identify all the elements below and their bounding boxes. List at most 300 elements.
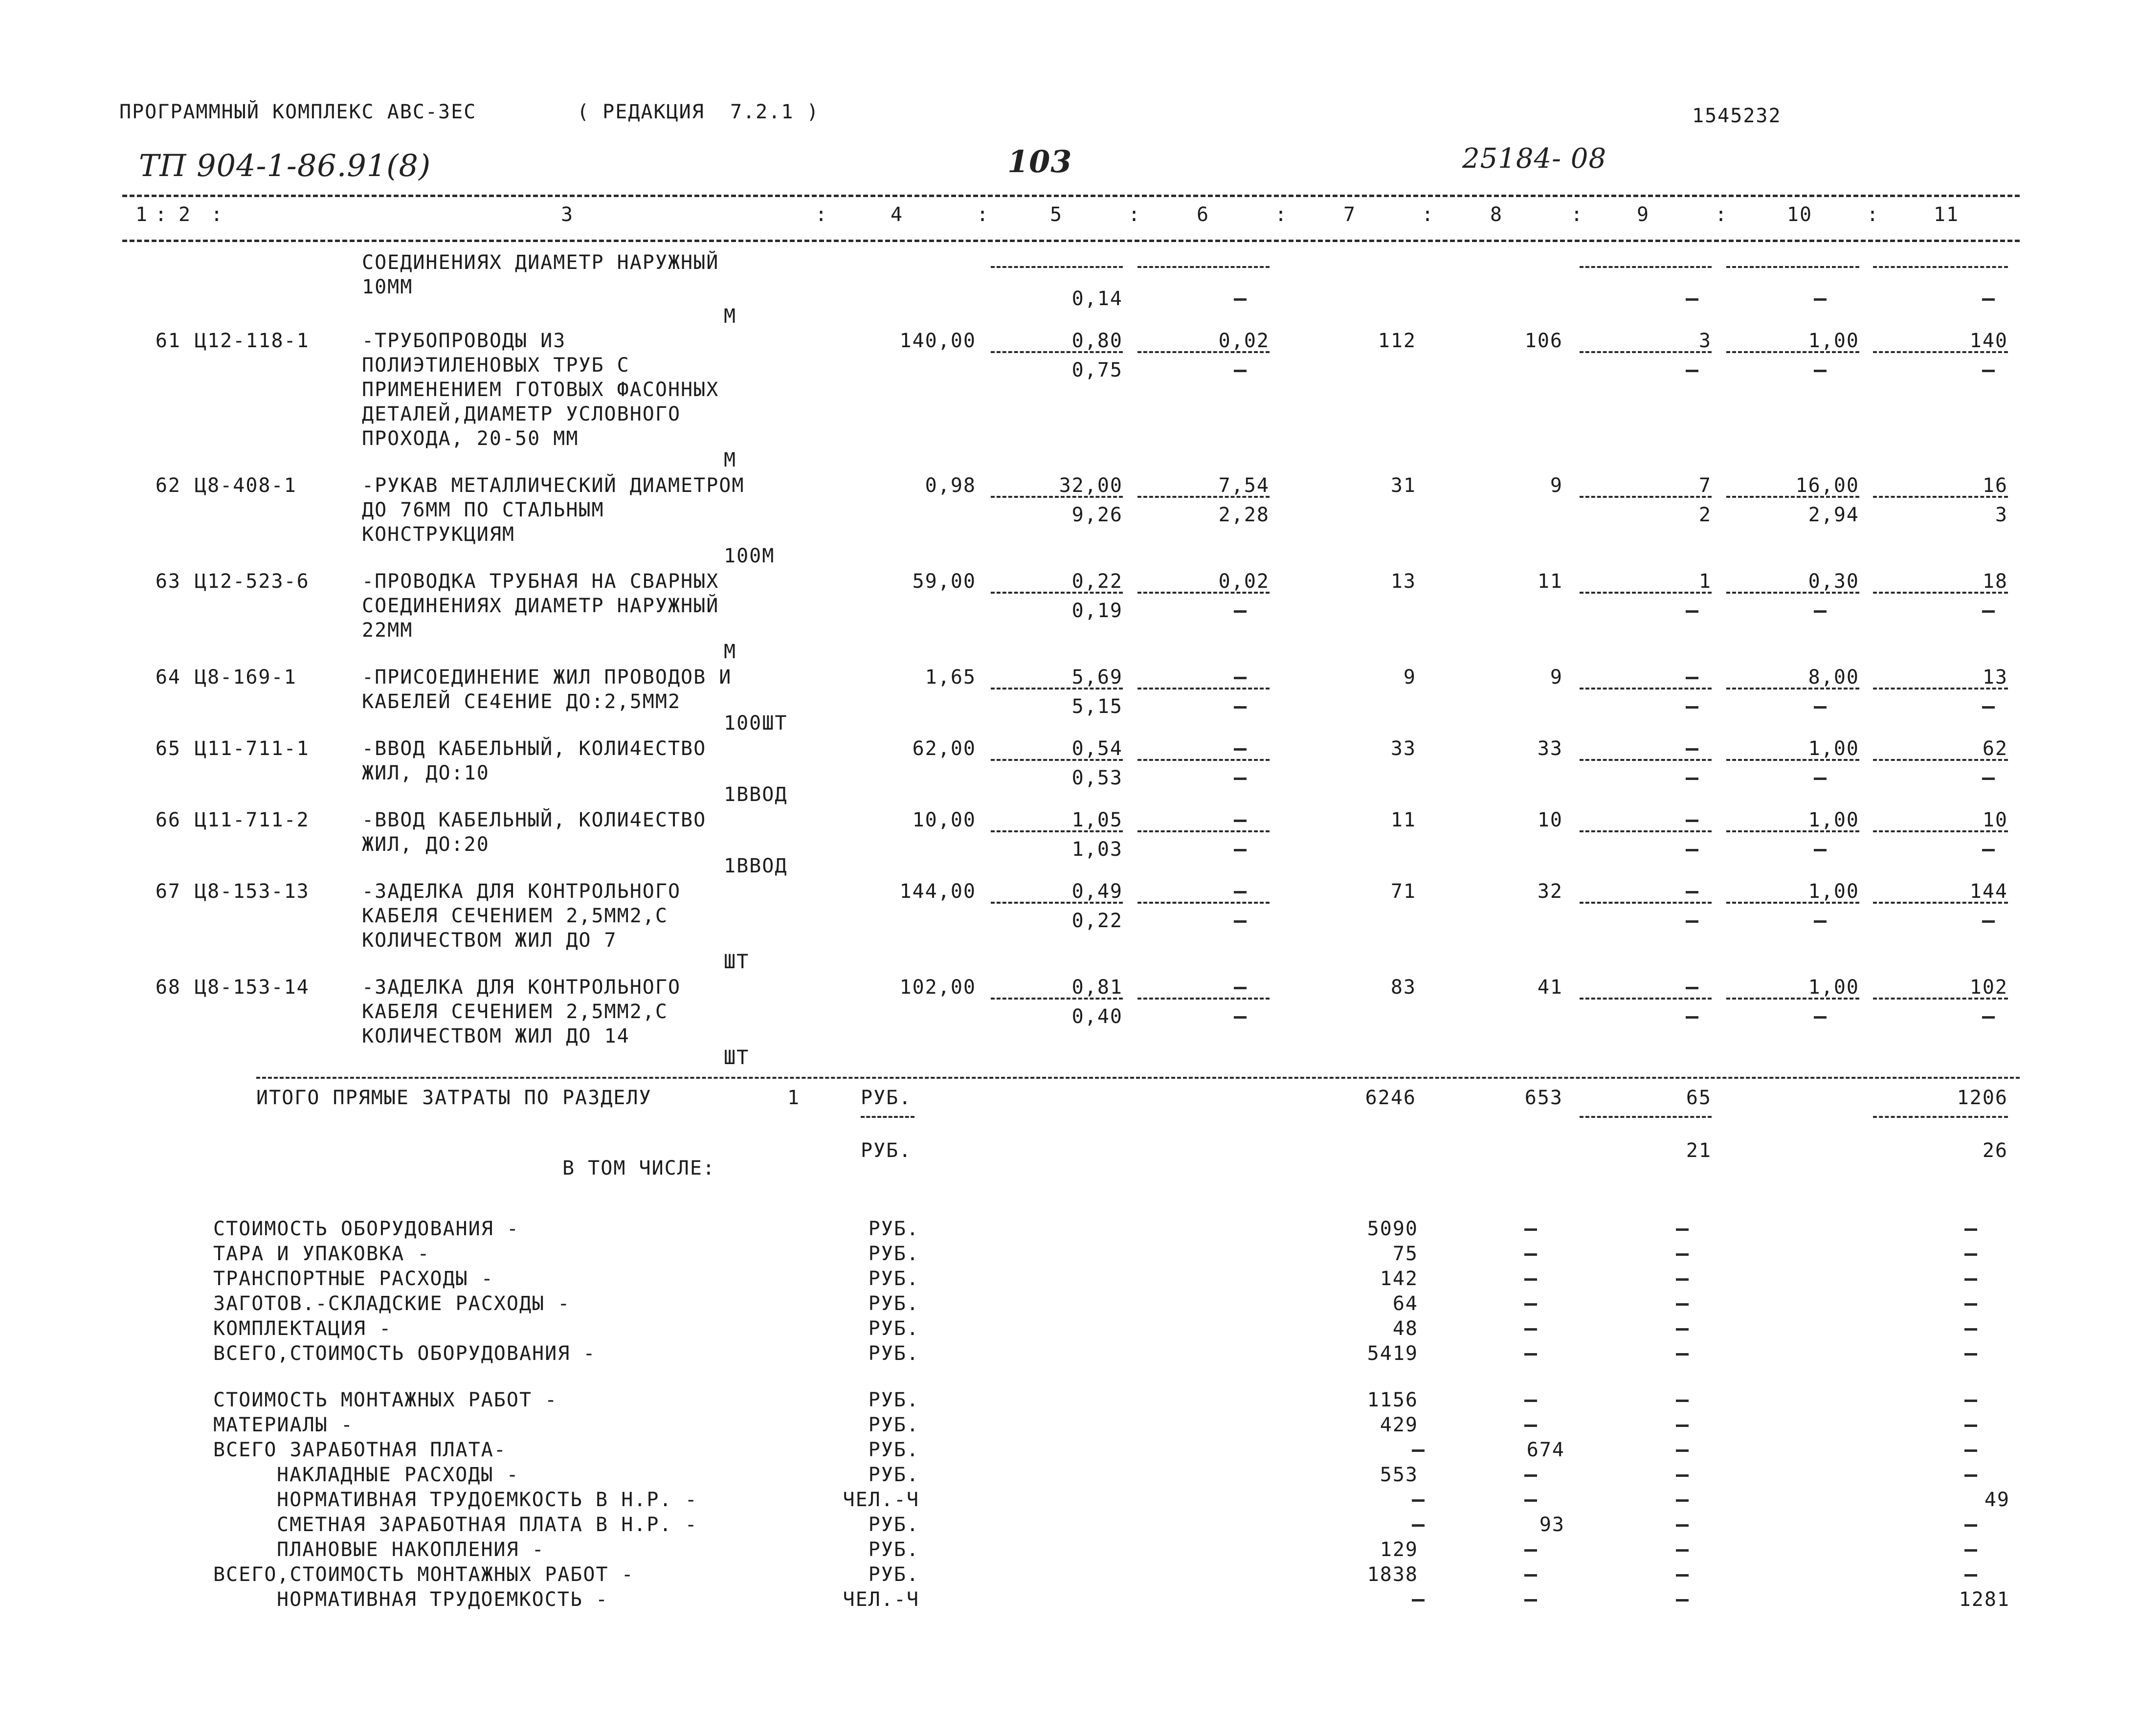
total-cost: 9 <box>1403 666 1416 689</box>
subtotal-divider <box>1580 496 1712 498</box>
row-number: 66 <box>155 809 181 831</box>
col11-low <box>1982 849 1995 851</box>
total-cost: 33 <box>1390 737 1416 760</box>
subtotal-divider <box>1580 759 1712 761</box>
col10-low <box>1814 610 1827 613</box>
summary-value-col11 <box>1964 1549 1977 1552</box>
unit-price: 0,49 <box>1071 880 1123 903</box>
summary-value-col8 <box>1524 1400 1537 1402</box>
col10-low <box>1814 298 1827 301</box>
wages: 11 <box>1537 570 1563 593</box>
summary-value-col8 <box>1524 1278 1537 1281</box>
total-cost: 71 <box>1390 880 1416 903</box>
unit-of-measure: 1ВВОД <box>724 855 788 877</box>
machine-cost-low <box>1234 298 1247 301</box>
col11-low <box>1982 610 1995 613</box>
unit-price-wage-part: 0,75 <box>1071 359 1123 381</box>
column-header-4: 4 <box>890 203 904 226</box>
summary-value-col8 <box>1524 1599 1537 1602</box>
summary-value-col7: 5090 <box>1367 1218 1418 1240</box>
summary-value-col11 <box>1964 1278 1977 1281</box>
subtotal-divider <box>1580 266 1712 268</box>
total-cost: 13 <box>1390 570 1416 593</box>
price-code: Ц12-523-6 <box>195 570 310 593</box>
description-line: -ВВОД КАБЕЛЬНЫЙ, КОЛИ4ЕСТВО <box>362 809 707 831</box>
row-number: 67 <box>155 880 181 903</box>
subtotal-divider <box>1726 902 1859 904</box>
description-line: ПРИМЕНЕНИЕМ ГОТОВЫХ ФАСОННЫХ <box>362 378 719 401</box>
subtotal-divider <box>1873 759 2008 761</box>
quantity: 140,00 <box>899 330 976 352</box>
column-header-8: 8 <box>1490 203 1503 226</box>
summary-value-col7: 48 <box>1392 1317 1418 1340</box>
summary-value-col11 <box>1964 1228 1977 1231</box>
subtotal-divider <box>1137 759 1270 761</box>
wages: 32 <box>1537 880 1563 903</box>
unit-of-measure: М <box>724 305 737 328</box>
summary-unit: РУБ. <box>868 1268 919 1290</box>
unit-price: 0,54 <box>1071 737 1123 760</box>
subtotal-divider <box>991 759 1123 761</box>
subtotal-divider <box>1580 592 1712 594</box>
summary-label: ЗАГОТОВ.-СКЛАДСКИЕ РАСХОДЫ - <box>213 1292 571 1315</box>
column-separator: : <box>1570 203 1584 226</box>
summary-value-col8 <box>1524 1474 1537 1477</box>
summary-unit: РУБ. <box>868 1317 919 1340</box>
wages: 106 <box>1524 330 1563 352</box>
summary-value-col9 <box>1676 1474 1689 1477</box>
description-line: -РУКАВ МЕТАЛЛИЧЕСКИЙ ДИАМЕТРОМ <box>362 474 745 497</box>
summary-unit: РУБ. <box>868 1563 919 1586</box>
summary-value-col8 <box>1524 1228 1537 1231</box>
col10-low <box>1814 778 1827 780</box>
col9-low <box>1686 706 1698 709</box>
subtotal-divider <box>1726 759 1859 761</box>
operation-cost: 7 <box>1698 474 1712 497</box>
summary-label: ВСЕГО,СТОИМОСТЬ МОНТАЖНЫХ РАБОТ - <box>213 1563 634 1586</box>
unit-divider <box>861 1116 914 1118</box>
description-line: ПОЛИЭТИЛЕНОВЫХ ТРУБ С <box>362 354 630 377</box>
unit-price-wage-part: 0,19 <box>1071 600 1123 622</box>
summary-unit: ЧЕЛ.-Ч <box>843 1489 919 1511</box>
labour-total: 102 <box>1969 976 2008 999</box>
unit-price: 0,81 <box>1071 976 1123 999</box>
summary-value-col7: 553 <box>1380 1464 1418 1486</box>
col10-low <box>1814 920 1827 923</box>
summary-label: НОРМАТИВНАЯ ТРУДОЕМКОСТЬ - <box>277 1588 609 1611</box>
col11-low <box>1982 706 1995 709</box>
description-line: ЖИЛ, ДО:20 <box>362 833 490 856</box>
summary-value-col8: 93 <box>1539 1513 1565 1536</box>
labour-norm: 0,30 <box>1808 570 1859 593</box>
unit-price: 0,22 <box>1071 570 1123 593</box>
col11-low <box>1982 298 1995 301</box>
machine-cost: 0,02 <box>1218 330 1270 352</box>
col9-low <box>1686 1016 1698 1019</box>
column-header-6: 6 <box>1196 203 1210 226</box>
description-line: КАБЕЛЯ СЕЧЕНИЕМ 2,5ММ2,С <box>362 1001 668 1023</box>
total-label: ИТОГО ПРЯМЫЕ ЗАТРАТЫ ПО РАЗДЕЛУ <box>256 1087 652 1109</box>
labour-norm: 1,00 <box>1808 809 1859 831</box>
col11-low <box>1982 778 1995 780</box>
column-header-10: 10 <box>1786 203 1813 226</box>
quantity: 10,00 <box>912 809 976 831</box>
unit-of-measure: 100М <box>724 545 775 567</box>
unit-price: 5,69 <box>1071 666 1123 689</box>
total-cost: 112 <box>1378 330 1416 352</box>
total-unit: РУБ. <box>861 1087 912 1109</box>
column-header-1: 1 <box>135 203 149 226</box>
col10-low <box>1814 849 1827 851</box>
column-header-7: 7 <box>1343 203 1357 226</box>
unit-price: 1,05 <box>1071 809 1123 831</box>
column-separator: : <box>815 203 828 226</box>
summary-label: ВСЕГО ЗАРАБОТНАЯ ПЛАТА- <box>213 1439 507 1461</box>
document-number: 1545232 <box>1692 105 1782 127</box>
subtotal-divider <box>1580 830 1712 832</box>
subtotal-divider <box>1726 496 1859 498</box>
total-labour-low: 26 <box>1982 1139 2008 1162</box>
total-cost: 83 <box>1390 976 1416 999</box>
summary-value-col9 <box>1676 1524 1689 1527</box>
summary-value-col9 <box>1676 1599 1689 1602</box>
labour-total: 18 <box>1982 570 2008 593</box>
summary-label: ВСЕГО,СТОИМОСТЬ ОБОРУДОВАНИЯ - <box>213 1342 596 1365</box>
summary-value-col11 <box>1964 1328 1977 1331</box>
description-line: СОЕДИНЕНИЯХ ДИАМЕТР НАРУЖНЫЙ <box>362 595 719 617</box>
machine-cost: 7,54 <box>1218 474 1270 497</box>
description-line: КАБЕЛЕЙ СЕ4ЕНИЕ ДО:2,5ММ2 <box>362 690 681 713</box>
header-rule-bottom <box>122 240 2020 242</box>
summary-label: МАТЕРИАЛЫ - <box>213 1414 354 1436</box>
subtotal-divider <box>1873 688 2008 690</box>
summary-value-col7: 5419 <box>1367 1342 1418 1365</box>
subtotal-divider <box>1726 266 1859 268</box>
subtotal-divider <box>1873 902 2008 904</box>
subtotal-divider <box>1137 688 1270 690</box>
summary-value-col9 <box>1676 1449 1689 1452</box>
description-line: ПРОХОДА, 20-50 ММ <box>362 427 579 450</box>
labour-norm: 8,00 <box>1808 666 1859 689</box>
total-unit-low: РУБ. <box>861 1139 912 1162</box>
summary-label: НОРМАТИВНАЯ ТРУДОЕМКОСТЬ В Н.Р. - <box>277 1489 698 1511</box>
unit-price-wage-part: 0,40 <box>1071 1005 1123 1028</box>
summary-unit: РУБ. <box>868 1538 919 1561</box>
labour-total: 140 <box>1969 330 2008 352</box>
description-line: -ВВОД КАБЕЛЬНЫЙ, КОЛИ4ЕСТВО <box>362 737 707 760</box>
description-line: КОЛИЧЕСТВОМ ЖИЛ ДО 14 <box>362 1025 630 1047</box>
quantity: 62,00 <box>912 737 976 760</box>
labour-norm: 1,00 <box>1808 737 1859 760</box>
summary-value-col9 <box>1676 1424 1689 1427</box>
summary-value-col9 <box>1676 1574 1689 1577</box>
total-col9-low: 21 <box>1686 1139 1712 1162</box>
row-number: 64 <box>155 666 181 689</box>
quantity: 1,65 <box>925 666 976 689</box>
machine-wage-part <box>1234 370 1247 372</box>
subtotal-divider <box>1873 496 2008 498</box>
machine-wage-part <box>1234 849 1247 851</box>
summary-value-col9 <box>1676 1328 1689 1331</box>
wages: 10 <box>1537 809 1563 831</box>
col9-low <box>1686 370 1698 372</box>
summary-value-col8 <box>1524 1424 1537 1427</box>
machine-wage-part: 2,28 <box>1218 504 1270 526</box>
subtotal-divider <box>1873 1116 2008 1118</box>
labour-norm: 1,00 <box>1808 976 1859 999</box>
summary-value-col7: 142 <box>1380 1268 1418 1290</box>
description-line: ДО 76ММ ПО СТАЛЬНЫМ <box>362 499 604 521</box>
subtotal-divider <box>1580 902 1712 904</box>
subtotal-divider <box>1137 830 1270 832</box>
summary-label: КОМПЛЕКТАЦИЯ - <box>213 1317 392 1340</box>
subtotal-divider <box>1580 998 1712 1000</box>
summary-value-col7: 1156 <box>1367 1389 1418 1411</box>
section-number: 1 <box>787 1087 801 1109</box>
summary-value-col8 <box>1524 1328 1537 1331</box>
column-separator: : <box>1866 203 1880 226</box>
description-line: -ЗАДЕЛКА ДЛЯ КОНТРОЛЬНОГО <box>362 880 681 903</box>
summary-unit: РУБ. <box>868 1243 919 1265</box>
column-separator: : <box>1715 203 1728 226</box>
total-col9: 65 <box>1686 1087 1712 1109</box>
col10-low: 2,94 <box>1808 504 1859 526</box>
description-line: ДЕТАЛЕЙ,ДИАМЕТР УСЛОВНОГО <box>362 403 681 425</box>
subtotal-divider <box>1873 830 2008 832</box>
unit-of-measure: 100ШТ <box>724 712 788 734</box>
summary-value-col11 <box>1964 1424 1977 1427</box>
machine-wage-part <box>1234 610 1247 613</box>
program-edition: ( РЕДАКЦИЯ 7.2.1 ) <box>577 101 820 123</box>
labour-norm: 1,00 <box>1808 330 1859 352</box>
summary-value-col8 <box>1524 1574 1537 1577</box>
summary-value-col7: 64 <box>1392 1292 1418 1315</box>
description-line: СОЕДИНЕНИЯХ ДИАМЕТР НАРУЖНЫЙ <box>362 251 719 274</box>
labour-total: 13 <box>1982 666 2008 689</box>
description-line: -ТРУБОПРОВОДЫ ИЗ <box>362 330 566 352</box>
summary-label: ПЛАНОВЫЕ НАКОПЛЕНИЯ - <box>277 1538 545 1561</box>
unit-of-measure: ШТ <box>724 1046 750 1069</box>
col10-low <box>1814 1016 1827 1019</box>
total-direct-cost: 6246 <box>1365 1087 1416 1109</box>
price-code: Ц11-711-2 <box>195 809 310 831</box>
subtotal-divider <box>991 688 1123 690</box>
unit-of-measure: 1ВВОД <box>724 783 788 806</box>
price-code: Ц8-169-1 <box>195 666 297 689</box>
unit-price-wage-part: 9,26 <box>1071 504 1123 526</box>
subtotal-divider <box>1726 592 1859 594</box>
summary-value-col11 <box>1964 1524 1977 1527</box>
col10-low <box>1814 706 1827 709</box>
subtotal-divider <box>991 592 1123 594</box>
subtotal-divider <box>991 266 1123 268</box>
unit-price-wage-part: 5,15 <box>1071 695 1123 718</box>
subtotal-divider <box>991 830 1123 832</box>
unit-of-measure: М <box>724 641 737 663</box>
row-number: 63 <box>155 570 181 593</box>
wages: 33 <box>1537 737 1563 760</box>
labour-total: 62 <box>1982 737 2008 760</box>
subtotal-divider <box>1137 351 1270 353</box>
wages: 9 <box>1550 666 1563 689</box>
subtotal-divider <box>1873 592 2008 594</box>
quantity: 59,00 <box>912 570 976 593</box>
summary-value-col11 <box>1964 1449 1977 1452</box>
total-wages: 653 <box>1524 1087 1563 1109</box>
subtotal-divider <box>1580 1116 1712 1118</box>
header-rule-top <box>122 195 2020 197</box>
summary-unit: ЧЕЛ.-Ч <box>843 1588 919 1611</box>
summary-value-col8 <box>1524 1253 1537 1256</box>
summary-value-col8 <box>1524 1303 1537 1306</box>
subtotal-divider <box>1726 998 1859 1000</box>
subtotal-divider <box>1137 496 1270 498</box>
labour-total: 144 <box>1969 880 2008 903</box>
row-number: 65 <box>155 737 181 760</box>
unit-of-measure: М <box>724 449 737 471</box>
summary-label: СТОИМОСТЬ МОНТАЖНЫХ РАБОТ - <box>213 1389 558 1411</box>
total-cost: 31 <box>1390 474 1416 497</box>
summary-label: СМЕТНАЯ ЗАРАБОТНАЯ ПЛАТА В Н.Р. - <box>277 1513 698 1536</box>
price-code: Ц11-711-1 <box>195 737 310 760</box>
description-line: -ПРОВОДКА ТРУБНАЯ НА СВАРНЫХ <box>362 570 719 593</box>
subtotal-divider <box>1873 998 2008 1000</box>
summary-label: ТАРА И УПАКОВКА - <box>213 1243 430 1265</box>
col11-low <box>1982 370 1995 372</box>
col9-low <box>1686 298 1698 301</box>
subtotal-divider <box>991 902 1123 904</box>
summary-value-col11 <box>1964 1574 1977 1577</box>
operation-cost: 3 <box>1698 330 1712 352</box>
summary-value-col11: 49 <box>1984 1489 2010 1511</box>
description-line: КОНСТРУКЦИЯМ <box>362 523 515 546</box>
unit-of-measure: ШТ <box>724 951 750 973</box>
col11-low: 3 <box>1995 504 2008 526</box>
col9-low <box>1686 778 1698 780</box>
summary-value-col7: 429 <box>1380 1414 1418 1436</box>
description-line: КАБЕЛЯ СЕЧЕНИЕМ 2,5ММ2,С <box>362 905 668 927</box>
description-line: -ПРИСОЕДИНЕНИЕ ЖИЛ ПРОВОДОВ И <box>362 666 732 689</box>
unit-price-wage-part: 0,53 <box>1071 767 1123 789</box>
total-cost: 11 <box>1390 809 1416 831</box>
subtotal-divider <box>1137 266 1270 268</box>
summary-value-col9 <box>1676 1549 1689 1552</box>
col9-low: 2 <box>1698 504 1712 526</box>
summary-unit: РУБ. <box>868 1439 919 1461</box>
description-line: -ЗАДЕЛКА ДЛЯ КОНТРОЛЬНОГО <box>362 976 681 999</box>
summary-value-col7: 75 <box>1392 1243 1418 1265</box>
summary-value-col9 <box>1676 1278 1689 1281</box>
subtotal-divider <box>1137 902 1270 904</box>
col9-low <box>1686 920 1698 923</box>
column-separator: : <box>976 203 990 226</box>
subtotal-divider <box>1726 688 1859 690</box>
quantity: 144,00 <box>899 880 976 903</box>
wages: 41 <box>1537 976 1563 999</box>
unit-price-wage-part: 1,03 <box>1071 838 1123 861</box>
summary-label: ТРАНСПОРТНЫЕ РАСХОДЫ - <box>213 1268 494 1290</box>
machine-wage-part <box>1234 1016 1247 1019</box>
description-line: КОЛИЧЕСТВОМ ЖИЛ ДО 7 <box>362 929 617 952</box>
totals-rule <box>256 1077 2020 1079</box>
program-name: ПРОГРАММНЫЙ КОМПЛЕКС АВС-3ЕС <box>119 101 477 123</box>
subtotal-divider <box>1726 351 1859 353</box>
row-number: 62 <box>155 474 181 497</box>
column-separator: : <box>155 203 168 226</box>
col11-low <box>1982 1016 1995 1019</box>
summary-unit: РУБ. <box>868 1389 919 1411</box>
summary-unit: РУБ. <box>868 1342 919 1365</box>
summary-value-col7: 129 <box>1380 1538 1418 1561</box>
summary-value-col7 <box>1412 1599 1425 1602</box>
handwritten-estimate-code: 25184- 08 <box>1462 143 1607 175</box>
summary-unit: РУБ. <box>868 1464 919 1486</box>
summary-value-col9 <box>1676 1228 1689 1231</box>
summary-value-col11: 1281 <box>1959 1588 2010 1611</box>
including-label: В ТОМ ЧИСЛЕ: <box>562 1157 715 1180</box>
machine-wage-part <box>1234 920 1247 923</box>
subtotal-divider <box>1726 830 1859 832</box>
summary-value-col9 <box>1676 1253 1689 1256</box>
subtotal-divider <box>1580 688 1712 690</box>
labour-norm: 16,00 <box>1795 474 1859 497</box>
column-separator: : <box>1128 203 1141 226</box>
price-code: Ц8-153-14 <box>195 976 310 999</box>
column-header-9: 9 <box>1636 203 1650 226</box>
summary-value-col11 <box>1964 1400 1977 1402</box>
quantity: 0,98 <box>925 474 976 497</box>
col9-low <box>1686 610 1698 613</box>
labour-total: 10 <box>1982 809 2008 831</box>
subtotal-divider <box>991 496 1123 498</box>
description-line: ЖИЛ, ДО:10 <box>362 762 490 784</box>
quantity: 102,00 <box>899 976 976 999</box>
labour-norm: 1,00 <box>1808 880 1859 903</box>
column-header-11: 11 <box>1933 203 1960 226</box>
machine-wage-part <box>1234 778 1247 780</box>
summary-value-col9 <box>1676 1499 1689 1502</box>
summary-value-col7: 1838 <box>1367 1563 1418 1586</box>
price-code: Ц8-408-1 <box>195 474 297 497</box>
subtotal-divider <box>1137 592 1270 594</box>
col11-low <box>1982 920 1995 923</box>
summary-value-col9 <box>1676 1303 1689 1306</box>
price-code: Ц12-118-1 <box>195 330 310 352</box>
operation-cost: 1 <box>1698 570 1712 593</box>
unit-price-wage-part: 0,22 <box>1071 910 1123 932</box>
summary-value-col8: 674 <box>1526 1439 1565 1461</box>
unit-price: 0,80 <box>1071 330 1123 352</box>
total-labour: 1206 <box>1957 1087 2008 1109</box>
subtotal-divider <box>1873 266 2008 268</box>
col10-low <box>1814 370 1827 372</box>
summary-value-col7 <box>1412 1499 1425 1502</box>
column-header-3: 3 <box>560 203 574 226</box>
summary-label: СТОИМОСТЬ ОБОРУДОВАНИЯ - <box>213 1218 519 1240</box>
column-header-2: 2 <box>178 203 192 226</box>
summary-value-col9 <box>1676 1400 1689 1402</box>
summary-value-col11 <box>1964 1353 1977 1356</box>
subtotal-divider <box>991 351 1123 353</box>
summary-unit: РУБ. <box>868 1292 919 1315</box>
summary-value-col11 <box>1964 1474 1977 1477</box>
unit-price: 32,00 <box>1059 474 1123 497</box>
summary-value-col8 <box>1524 1353 1537 1356</box>
row-number: 61 <box>155 330 181 352</box>
subtotal-divider <box>1137 998 1270 1000</box>
machine-cost: 0,02 <box>1218 570 1270 593</box>
summary-unit: РУБ. <box>868 1218 919 1240</box>
